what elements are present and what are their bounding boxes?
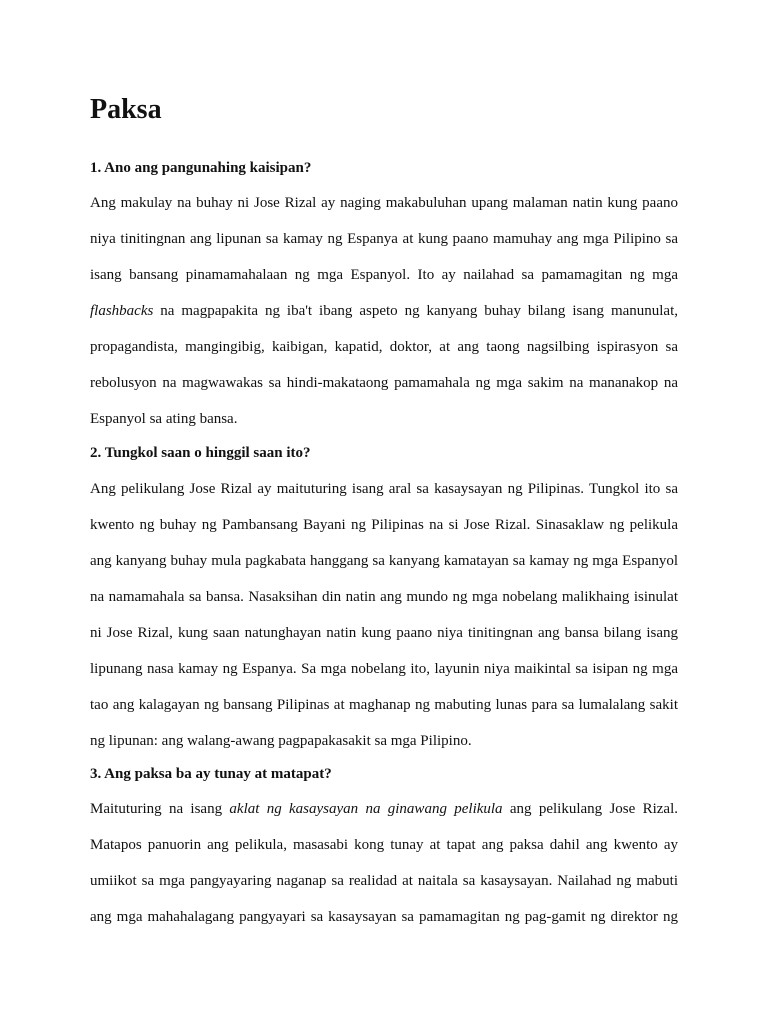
answer-1-line	[90, 301, 678, 337]
answer-1-paragraph	[90, 193, 678, 445]
question-3-heading: 3. Ang paksa ba ay tunay at matapat?	[90, 766, 332, 782]
answer-2-line: ang kanyang buhay mula pagkabata hanggang sa kanyang kamatayan sa kamay ng mga Espanyol	[90, 553, 678, 569]
answer-2-line: ng lipunan: ang walang-awang pagpapakasakit sa mga Pilipino.	[90, 733, 472, 749]
answer-3-line: umiikot sa mga pangyayaring naganap sa realidad at naitala sa kasaysayan. Nailahad ng mabuti	[90, 873, 678, 889]
answer-2-line: Ang pelikulang Jose Rizal ay maituturing isang aral sa kasaysayan ng Pilipinas. Tungkol ito sa	[90, 481, 678, 497]
question-1-heading: 1. Ano ang pangunahing kaisipan?	[90, 160, 312, 176]
answer-3-line	[90, 799, 678, 835]
answer-1-line: Espanyol sa ating bansa.	[90, 411, 238, 427]
answer-1-line: propagandista, mangingibig, kaibigan, kapatid, doktor, at ang taong nagsilbing ispirasyon sa	[90, 339, 678, 355]
answer-2-line: tao ang kalagayan ng bansang Pilipinas at maghanap ng mabuting lunas para sa lumalalang sakit	[90, 697, 678, 713]
italic-phrase: aklat ng kasaysayan na ginawang pelikula	[229, 801, 503, 817]
answer-1-line: isang bansang pinamamahalaan ng mga Espanyol. Ito ay nailahad sa pamamagitan ng mga	[90, 267, 678, 283]
answer-3-line-start: Maituturing na isang	[90, 801, 223, 817]
answer-3-line: ang mga mahahalagang pangyayari sa kasaysayan sa pamamagitan ng pag-gamit ng direktor ng	[90, 909, 678, 925]
answer-3-paragraph	[90, 799, 678, 943]
answer-2-line: kwento ng buhay ng Pambansang Bayani ng Pilipinas na si Jose Rizal. Sinasaklaw ng pelikula	[90, 517, 678, 533]
answer-1-line-text: na magpapakita ng iba't ibang aspeto ng kanyang buhay bilang isang manunulat,	[160, 303, 679, 319]
answer-2-line: ni Jose Rizal, kung saan natunghayan natin kung paano niya tinitingnan ang bansa bilang isang	[90, 625, 678, 641]
answer-2-paragraph	[90, 479, 678, 767]
question-2-heading: 2. Tungkol saan o hinggil saan ito?	[90, 445, 311, 461]
answer-3-line: Matapos panuorin ang pelikula, masasabi kong tunay at tapat ang paksa dahil ang kwento ay	[90, 837, 678, 853]
answer-1-line: rebolusyon na magwawakas sa hindi-makataong pamamahala ng mga sakim na mananakop na	[90, 375, 678, 391]
answer-3-line-end: ang pelikulang Jose Rizal.	[509, 801, 679, 817]
page-title: Paksa	[90, 94, 162, 125]
italic-term: flashbacks	[90, 303, 154, 319]
answer-2-line: lipunang nasa kamay ng Espanya. Sa mga nobelang ito, layunin niya maikintal sa isipan ng mga	[90, 661, 678, 677]
answer-1-line: niya tinitingnan ang lipunan sa kamay ng Espanya at kung paano mamuhay ang mga Pilipino sa	[90, 231, 678, 247]
answer-1-line: Ang makulay na buhay ni Jose Rizal ay naging makabuluhan upang malaman natin kung paano	[90, 195, 678, 211]
answer-2-line: na namamahala sa bansa. Nasaksihan din natin ang mundo ng mga nobelang malikhaing isinulat	[90, 589, 678, 605]
